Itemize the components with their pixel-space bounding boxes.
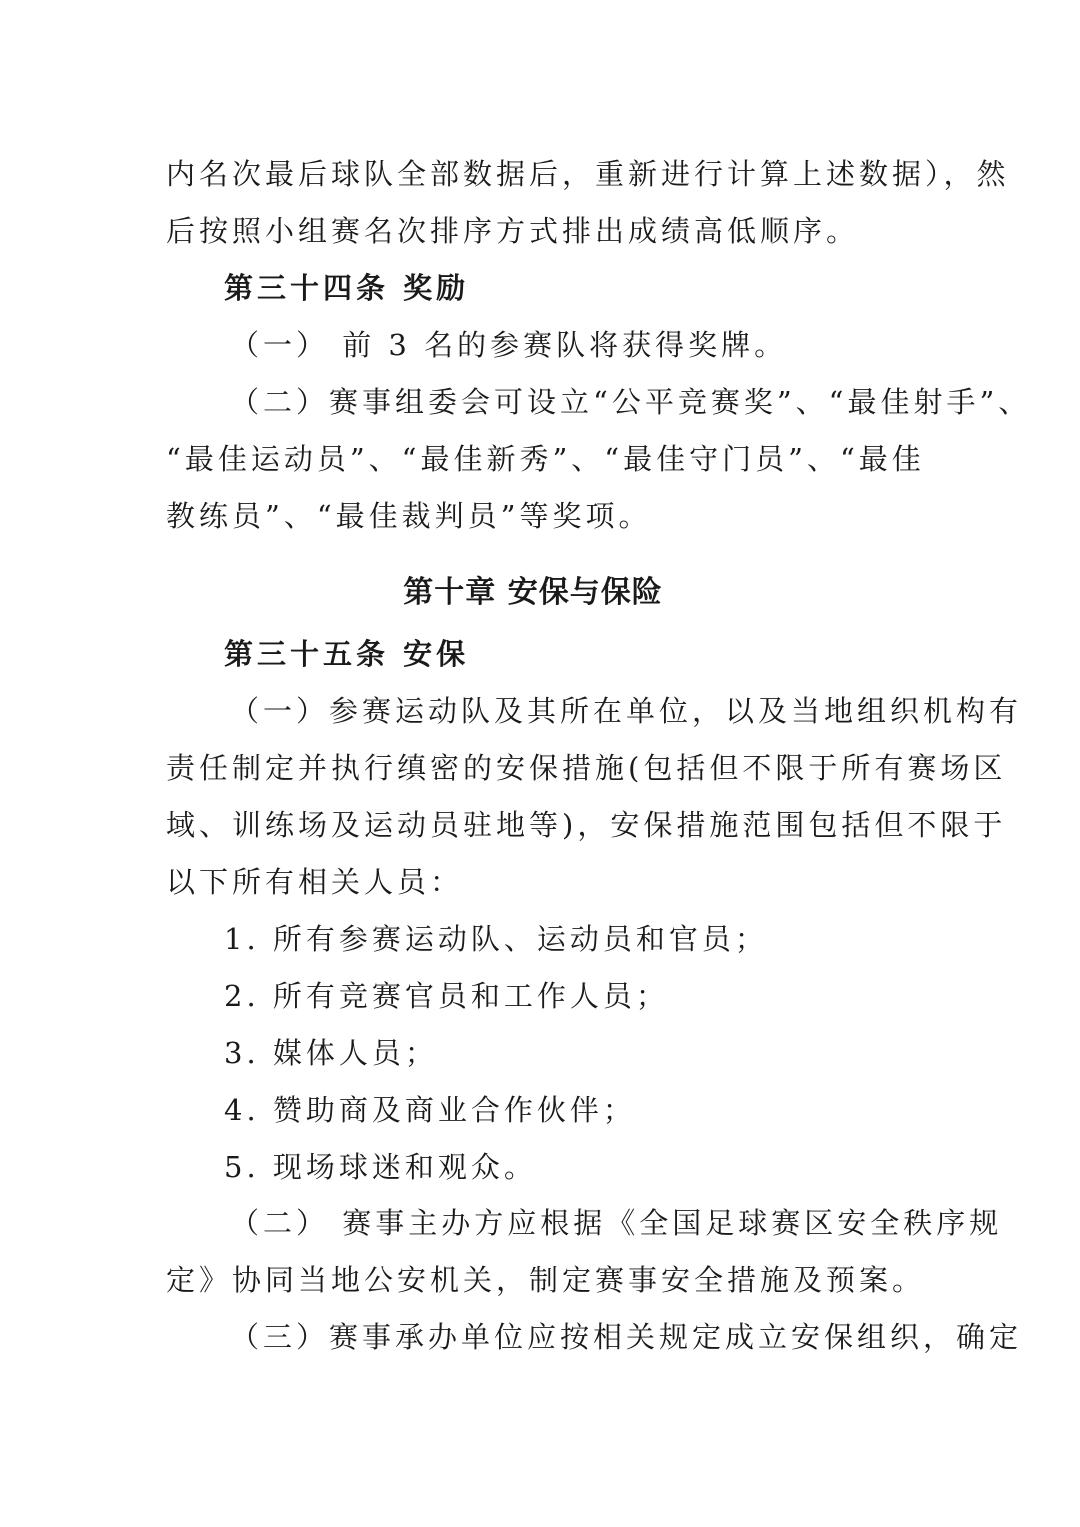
list-item: 4. 赞助商及商业合作伙伴； (224, 1093, 636, 1127)
list-item: 1. 所有参赛运动队、运动员和官员； (224, 922, 768, 956)
body-text-line: 后按照小组赛名次排序方式排出成绩高低顺序。 (166, 214, 860, 248)
article-heading: 第三十四条 奖励 (224, 271, 470, 305)
body-text-line: 内名次最后球队全部数据后，重新进行计算上述数据），然 (166, 157, 1010, 191)
body-text-line: （二） 赛事主办方应根据《全国足球赛区安全秩序规 (230, 1206, 1003, 1240)
list-item: 2. 所有竞赛官员和工作人员； (224, 979, 669, 1013)
body-text-line: 域、训练场及运动员驻地等)，安保措施范围包括但不限于 (166, 808, 1007, 842)
body-text-line: 定》协同当地公安机关，制定赛事安全措施及预案。 (166, 1263, 926, 1297)
body-text-line: 以下所有相关人员： (166, 865, 464, 899)
body-text-line: （三）赛事承办单位应按相关规定成立安保组织，确定 (230, 1320, 1023, 1354)
list-item: 5. 现场球迷和观众。 (224, 1150, 537, 1184)
list-item: 3. 媒体人员； (224, 1036, 438, 1070)
body-text-line: 责任制定并执行缜密的安保措施(包括但不限于所有赛场区 (166, 751, 1007, 785)
body-text-line: （一）参赛运动队及其所在单位，以及当地组织机构有 (230, 694, 1023, 728)
body-text-line: “最佳运动员”、“最佳新秀”、“最佳守门员”、“最佳 (166, 442, 925, 476)
chapter-heading: 第十章 安保与保险 (403, 575, 663, 610)
article-heading: 第三十五条 安保 (224, 637, 470, 671)
body-text-line: 教练员”、“最佳裁判员”等奖项。 (166, 499, 652, 533)
body-text-line: （一） 前 3 名的参赛队将获得奖牌。 (230, 328, 788, 362)
body-text-line: （二）赛事组委会可设立“公平竞赛奖”、“最佳射手”、 (230, 385, 1032, 419)
